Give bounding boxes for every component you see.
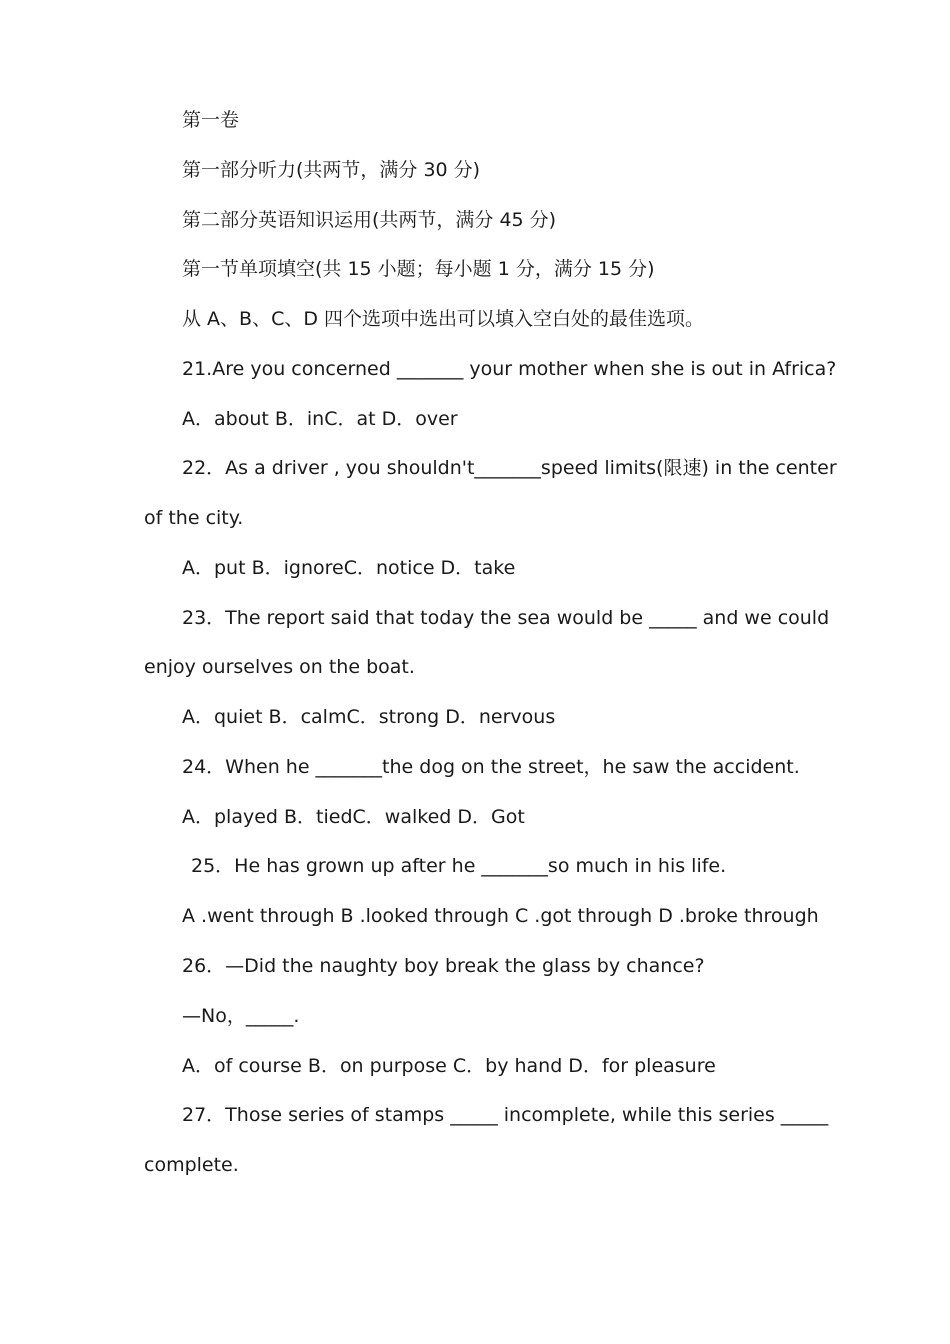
question-23: 23．The report said that today the sea would be _____ and we could bbox=[182, 607, 830, 629]
question-27-continued: complete. bbox=[144, 1154, 239, 1176]
question-25: 25．He has grown up after he _______so much in his life. bbox=[191, 855, 727, 877]
question-23-continued: enjoy ourselves on the boat. bbox=[144, 656, 415, 678]
question-21-options: A．about B．inC．at D．over bbox=[182, 408, 458, 430]
question-25-options: A .went through B .looked through C .got through D .broke through bbox=[182, 905, 819, 927]
instructions: 从 A、B、C、D 四个选项中选出可以填入空白处的最佳选项。 bbox=[182, 308, 705, 330]
question-26-options: A．of course B．on purpose C．by hand D．for pleasure bbox=[182, 1055, 716, 1077]
section-one-heading: 第一节单项填空(共 15 小题；每小题 1 分，满分 15 分) bbox=[182, 258, 655, 280]
question-24-options: A．played B．tiedC．walked D．Got bbox=[182, 806, 525, 828]
question-22-continued: of the city. bbox=[144, 507, 244, 529]
question-26: 26．—Did the naughty boy break the glass by chance? bbox=[182, 955, 705, 977]
part-one-heading: 第一部分听力(共两节，满分 30 分) bbox=[182, 159, 481, 181]
question-21: 21.Are you concerned _______ your mother when she is out in Africa? bbox=[182, 358, 837, 380]
question-24: 24．When he _______the dog on the street，he saw the accident. bbox=[182, 756, 800, 778]
part-two-heading: 第二部分英语知识运用(共两节，满分 45 分) bbox=[182, 209, 557, 231]
question-22-options: A．put B．ignoreC．notice D．take bbox=[182, 557, 516, 579]
volume-heading: 第一卷 bbox=[182, 109, 240, 131]
question-23-options: A．quiet B．calmC．strong D．nervous bbox=[182, 706, 556, 728]
question-22: 22．As a driver , you shouldn't_______speed limits(限速) in the center bbox=[182, 457, 837, 479]
question-26-reply: —No，_____. bbox=[182, 1005, 300, 1027]
question-27: 27．Those series of stamps _____ incomplete, while this series _____ bbox=[182, 1104, 829, 1126]
